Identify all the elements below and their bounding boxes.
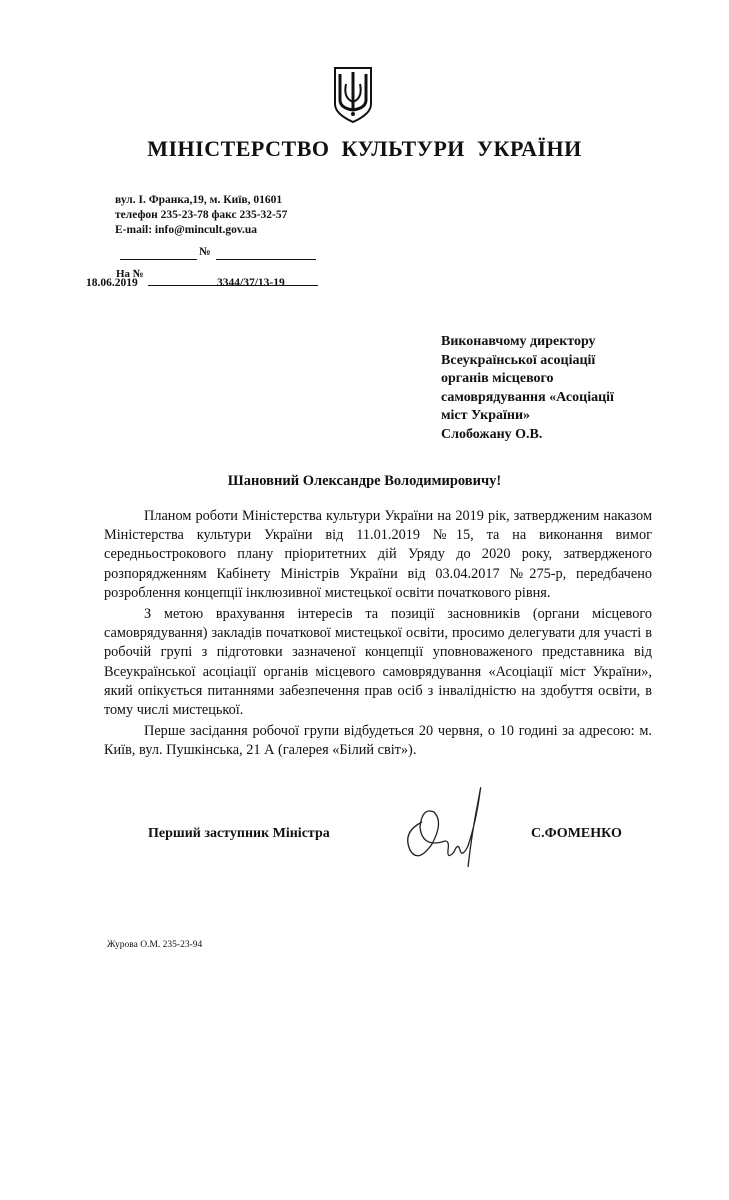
recipient-line: органів місцевого <box>441 371 554 387</box>
executor-contact: Журова О.М. 235-23-94 <box>107 940 203 950</box>
number-line <box>216 259 316 260</box>
signer-name: С.ФОМЕНКО <box>531 826 622 841</box>
handwritten-signature <box>392 772 512 872</box>
phones: телефон 235-23-78 факс 235-32-57 <box>115 209 288 221</box>
recipient-line: Виконавчому директору <box>441 334 596 349</box>
letter-body <box>104 507 652 763</box>
recipient-line: самоврядування «Асоціації <box>441 389 614 405</box>
reply-label: На № <box>116 268 144 280</box>
body-paragraph: Планом роботи Міністерства культури України на 2019 рік, затвердженим наказом Міністерства культури України від 11.01.2019 №15, та на виконання вимог середньострокового плану пріоритетних дій Уряду до 2020 року, затвердженого розпорядженням Кабінету Міністрів України від 03.04.2017 №275-р, передбачено розроблення концепції інклюзивної мистецької освіти початкового рівня. <box>104 508 652 601</box>
body-paragraph: Перше засідання робочої групи відбудеться 20 червня, о 10 годині за адресою: м. Київ, вул. Пушкінська, 21 А (галерея «Білий світ»). <box>104 723 652 759</box>
greeting: Шановний Олександре Володимировичу! <box>227 473 502 489</box>
number-date-line <box>120 259 197 260</box>
outgoing-number: 3344/37/13-19 <box>217 277 285 289</box>
recipient-line: Всеукраїнської асоціації <box>441 352 596 368</box>
recipient-block <box>441 333 711 445</box>
coat-of-arms-icon <box>331 64 375 124</box>
email: E-mail: info@mincult.gov.ua <box>115 224 257 236</box>
reply-line <box>148 285 318 286</box>
letter-date: 18.06.2019 <box>86 277 138 289</box>
recipient-line: Слобожану О.В. <box>441 426 543 442</box>
signer-title: Перший заступник Міністра <box>148 826 330 841</box>
ministry-name: МІНІСТЕРСТВО КУЛЬТУРИ УКРАЇНИ <box>147 136 582 161</box>
body-paragraph: З метою врахування інтересів та позиції засновників (органи місцевого самоврядування) закладів початкової мистецької освіти, просимо делегувати для участі в робочій групі з підготовки зазначеної концепції уповноваженого представника від Всеукраїнської асоціації органів місцевого самоврядування «Асоціації міст України», який опікується питаннями забезпечення прав осіб з інвалідністю на здобуття освіти, в тому числі мистецької. <box>104 606 652 719</box>
number-label: № <box>199 246 211 258</box>
recipient-line: міст України» <box>441 408 531 424</box>
address: вул. І. Франка,19, м. Київ, 01601 <box>115 194 283 206</box>
